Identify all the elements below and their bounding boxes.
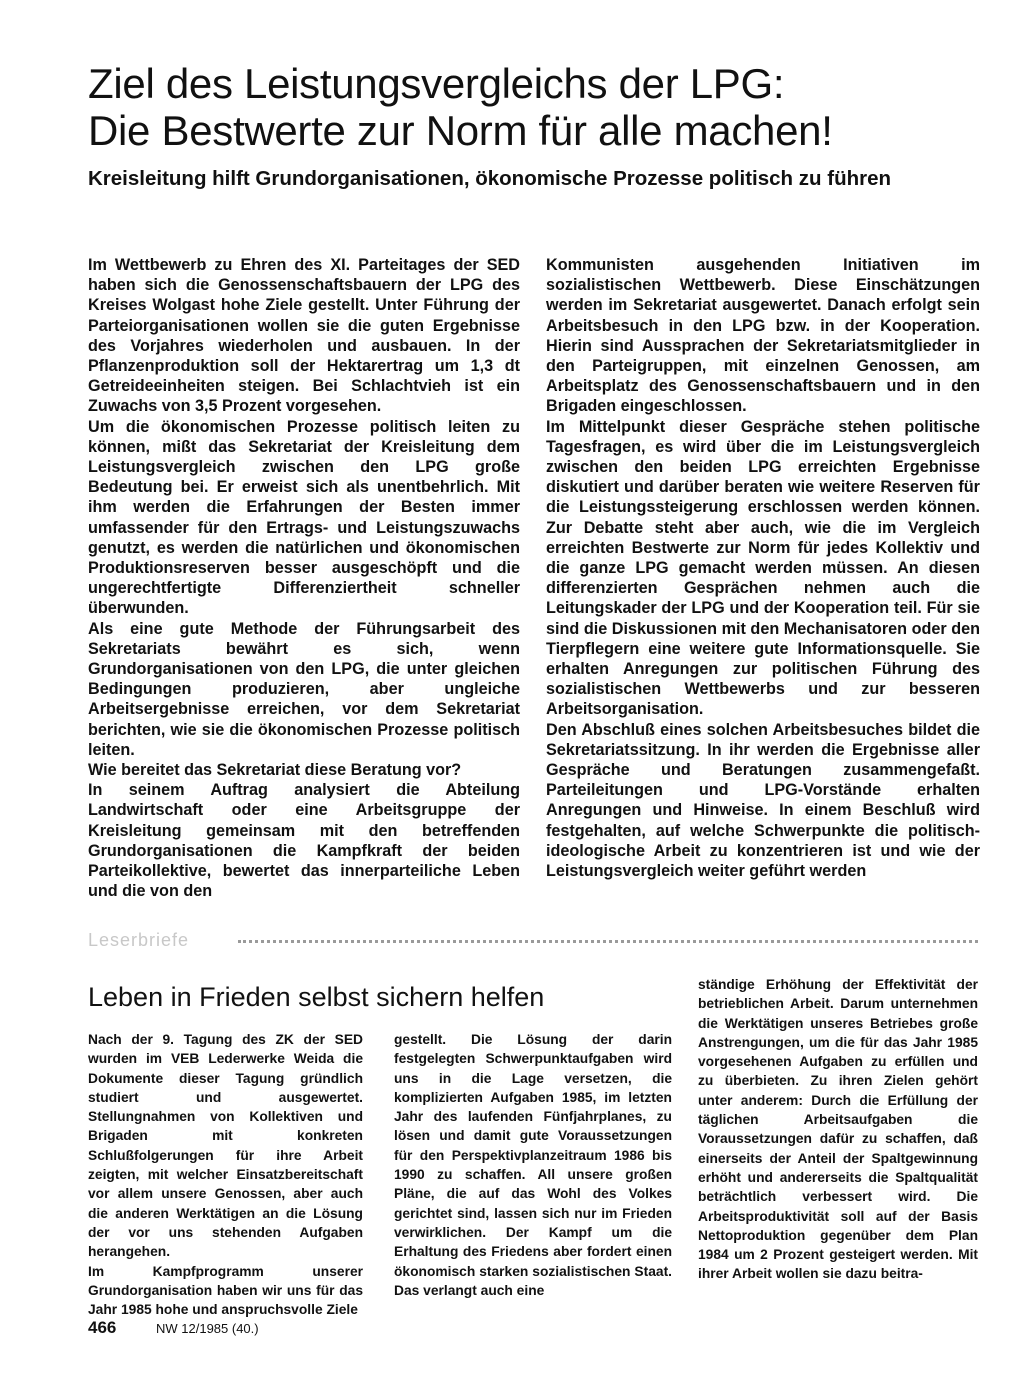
paragraph: Im Wettbewerb zu Ehren des XI. Parteitages der SED haben sich die Genossenschaftsbauern der LPG des Kreises Wolgast hohe Ziele gestellt. Unter Führung der Parteiorganisationen wollen sie die guten Ergebnisse des Vorjahres wiederholen und ausbauen. In der Pflanzenproduktion soll der Hektarertrag um 1,3 dt Getreideeinheiten steigen. Bei Schlachtvieh ist ein Zuwachs von 3,5 Prozent vorgesehen. [88,256,520,416]
paragraph: Den Abschluß eines solchen Arbeitsbesuches bildet die Sekretariatssitzung. In ihr werden die Ergebnisse aller Gespräche und Beratungen zusammengefaßt. Parteileitungen und LPG-Vorstände erhalten Anregungen und Hinweise. In einem Beschluß wird festgehalten, auf welche Schwerpunkte die politisch-ideologische Arbeit zu konzentrieren ist und wie der Leistungsvergleich weiter geführt werden [546,720,980,881]
headline-line-1: Ziel des Leistungsvergleichs der LPG: [88,60,785,107]
headline-line-2: Die Bestwerte zur Norm für alle machen! [88,107,833,154]
paragraph: Im Mittelpunkt dieser Gespräche stehen politische Tagesfragen, es wird über die im Leistungsvergleich zwischen den beiden LPG erreichten Ergebnisse diskutiert und darüber beraten wie weitere Reserven für die Leistungssteigerung erschlossen werden können. Zur Debatte steht aber auch, wie die im Vergleich erreichten Bestwerte zur Norm für jedes Kollektiv und die ganze LPG gemacht werden müssen. An diesen differenzierten Gesprächen nehmen auch die Leitungskader der LPG und der Kooperation teil. Für sie sind die Diskussionen mit den Mechanisatoren oder den Tierpflegern eine weitere gute Informationsquelle. Sie erhalten Anregungen zur politischen Führung des sozialistischen Wettbewerbs und zur besseren Arbeitsorganisation. [546,417,980,719]
article-column-2 [546,255,980,881]
paragraph: Um die ökonomischen Prozesse politisch leiten zu können, mißt das Sekretariat der Kreisleitung dem Leistungsvergleich zwischen den LPG große Bedeutung bei. Er erweist sich als unentbehrlich. Mit ihm werden die Erfahrungen der Besten immer umfassender für den Ertrags- und Leistungszuwachs genutzt, es werden die natürlichen und ökonomischen Produktionsreserven besser ausgeschöpft und die ungerechtfertigte Differenziertheit schneller überwunden. [88,417,520,618]
paragraph: gestellt. Die Lösung der darin festgelegten Schwerpunktaufgaben wird uns in die Lage versetzen, die komplizierten Aufgaben 1985, im letzten Jahr des laufenden Fünfjahrplanes, zu lösen und damit gute Voraussetzungen für den Perspektivplanzeitraum 1986 bis 1990 zu schaffen. All unsere großen Pläne, die auf das Wohl des Volkes gerichtet sind, lassen sich nur im Frieden verwirklichen. Der Kampf um die Erhaltung des Friedens aber fordert einen ökonomisch starken sozialistischen Staat. Das verlangt auch eine [394,1032,672,1298]
issue-info: NW 12/1985 (40.) [156,1321,259,1336]
article-column-1 [88,255,520,902]
paragraph: Kommunisten ausgehenden Initiativen im sozialistischen Wettbewerb. Diese Einschätzungen werden im Sekretariat ausgewertet. Danach erfolgt sein Arbeitsbesuch in den LPG bzw. in der Kooperation. Hierin sind Aussprachen der Sekretariatsmitglieder in den Parteigruppen, mit einzelnen Genossen, am Arbeitsplatz des Genossenschaftsbauern und in den Brigaden eingeschlossen. [546,256,980,416]
letter-column-2 [394,1030,672,1300]
section-divider [88,930,978,950]
article-subheadline: Kreisleitung hilft Grundorganisationen, ökonomische Prozesse politisch zu führen [88,167,892,190]
paragraph: Als eine gute Methode der Führungsarbeit des Sekretariats bewährt es sich, wenn Grundorganisationen von den LPG, die unter gleichen Bedingungen produzieren, aber ungleiche Arbeitsergebnisse erreichen, vor dem Sekretariat berichten, wie sie die ökonomischen Prozesse politisch leiten. [88,619,520,759]
letter-column-1 [88,1030,363,1319]
paragraph: ständige Erhöhung der Effektivität der betrieblichen Arbeit. Darum unternehmen die Werktätigen unseres Betriebes große Anstrengungen, um die für das Jahr 1985 vorgesehenen Aufgaben zu erfüllen und zu überbieten. Zu ihren Zielen gehört unter anderem: Durch die Erfüllung der täglichen Arbeitsaufgaben die Voraussetzungen dafür zu schaffen, daß einerseits der Anteil der Spaltgewinnung erhöht und andererseits die Spaltqualität beträchtlich verbessert wird. Die Arbeitsproduktivität soll auf der Basis Nettoproduktion gegenüber dem Plan 1984 um 2 Prozent gesteigert werden. Mit ihrer Arbeit wollen sie dazu beitra- [698,977,978,1282]
paragraph: Nach der 9. Tagung des ZK der SED wurden im VEB Lederwerke Weida die Dokumente dieser Tagung gründlich studiert und ausgewertet. Stellungnahmen von Kollektiven und Brigaden mit konkreten Schlußfolgerungen für ihre Arbeit zeigten, mit welcher Einsatzbereitschaft vor allem unsere Genossen, aber auch die anderen Werktätigen an die Lösung der vor uns stehenden Aufgaben herangehen. [88,1032,363,1260]
article-headline [88,60,988,154]
paragraph: Wie bereitet das Sekretariat diese Beratung vor? [88,761,462,780]
page-number: 466 [88,1318,117,1337]
paragraph: In seinem Auftrag analysiert die Abteilung Landwirtschaft oder eine Arbeitsgruppe der Kreisleitung gemeinsam mit den betreffenden Grundorganisationen die Kampfkraft der beiden Parteikollektive, bewertet das innerparteiliche Leben und die von den [88,781,520,901]
letter-headline: Leben in Frieden selbst sichern helfen [88,982,545,1012]
section-label: Leserbriefe [88,930,190,950]
paragraph: Im Kampfprogramm unserer Grundorganisation haben wir uns für das Jahr 1985 hohe und anspruchsvolle Ziele [88,1263,363,1318]
section-dotted-line [238,940,978,943]
page-footer [88,1318,259,1338]
letter-column-3 [698,975,978,1284]
